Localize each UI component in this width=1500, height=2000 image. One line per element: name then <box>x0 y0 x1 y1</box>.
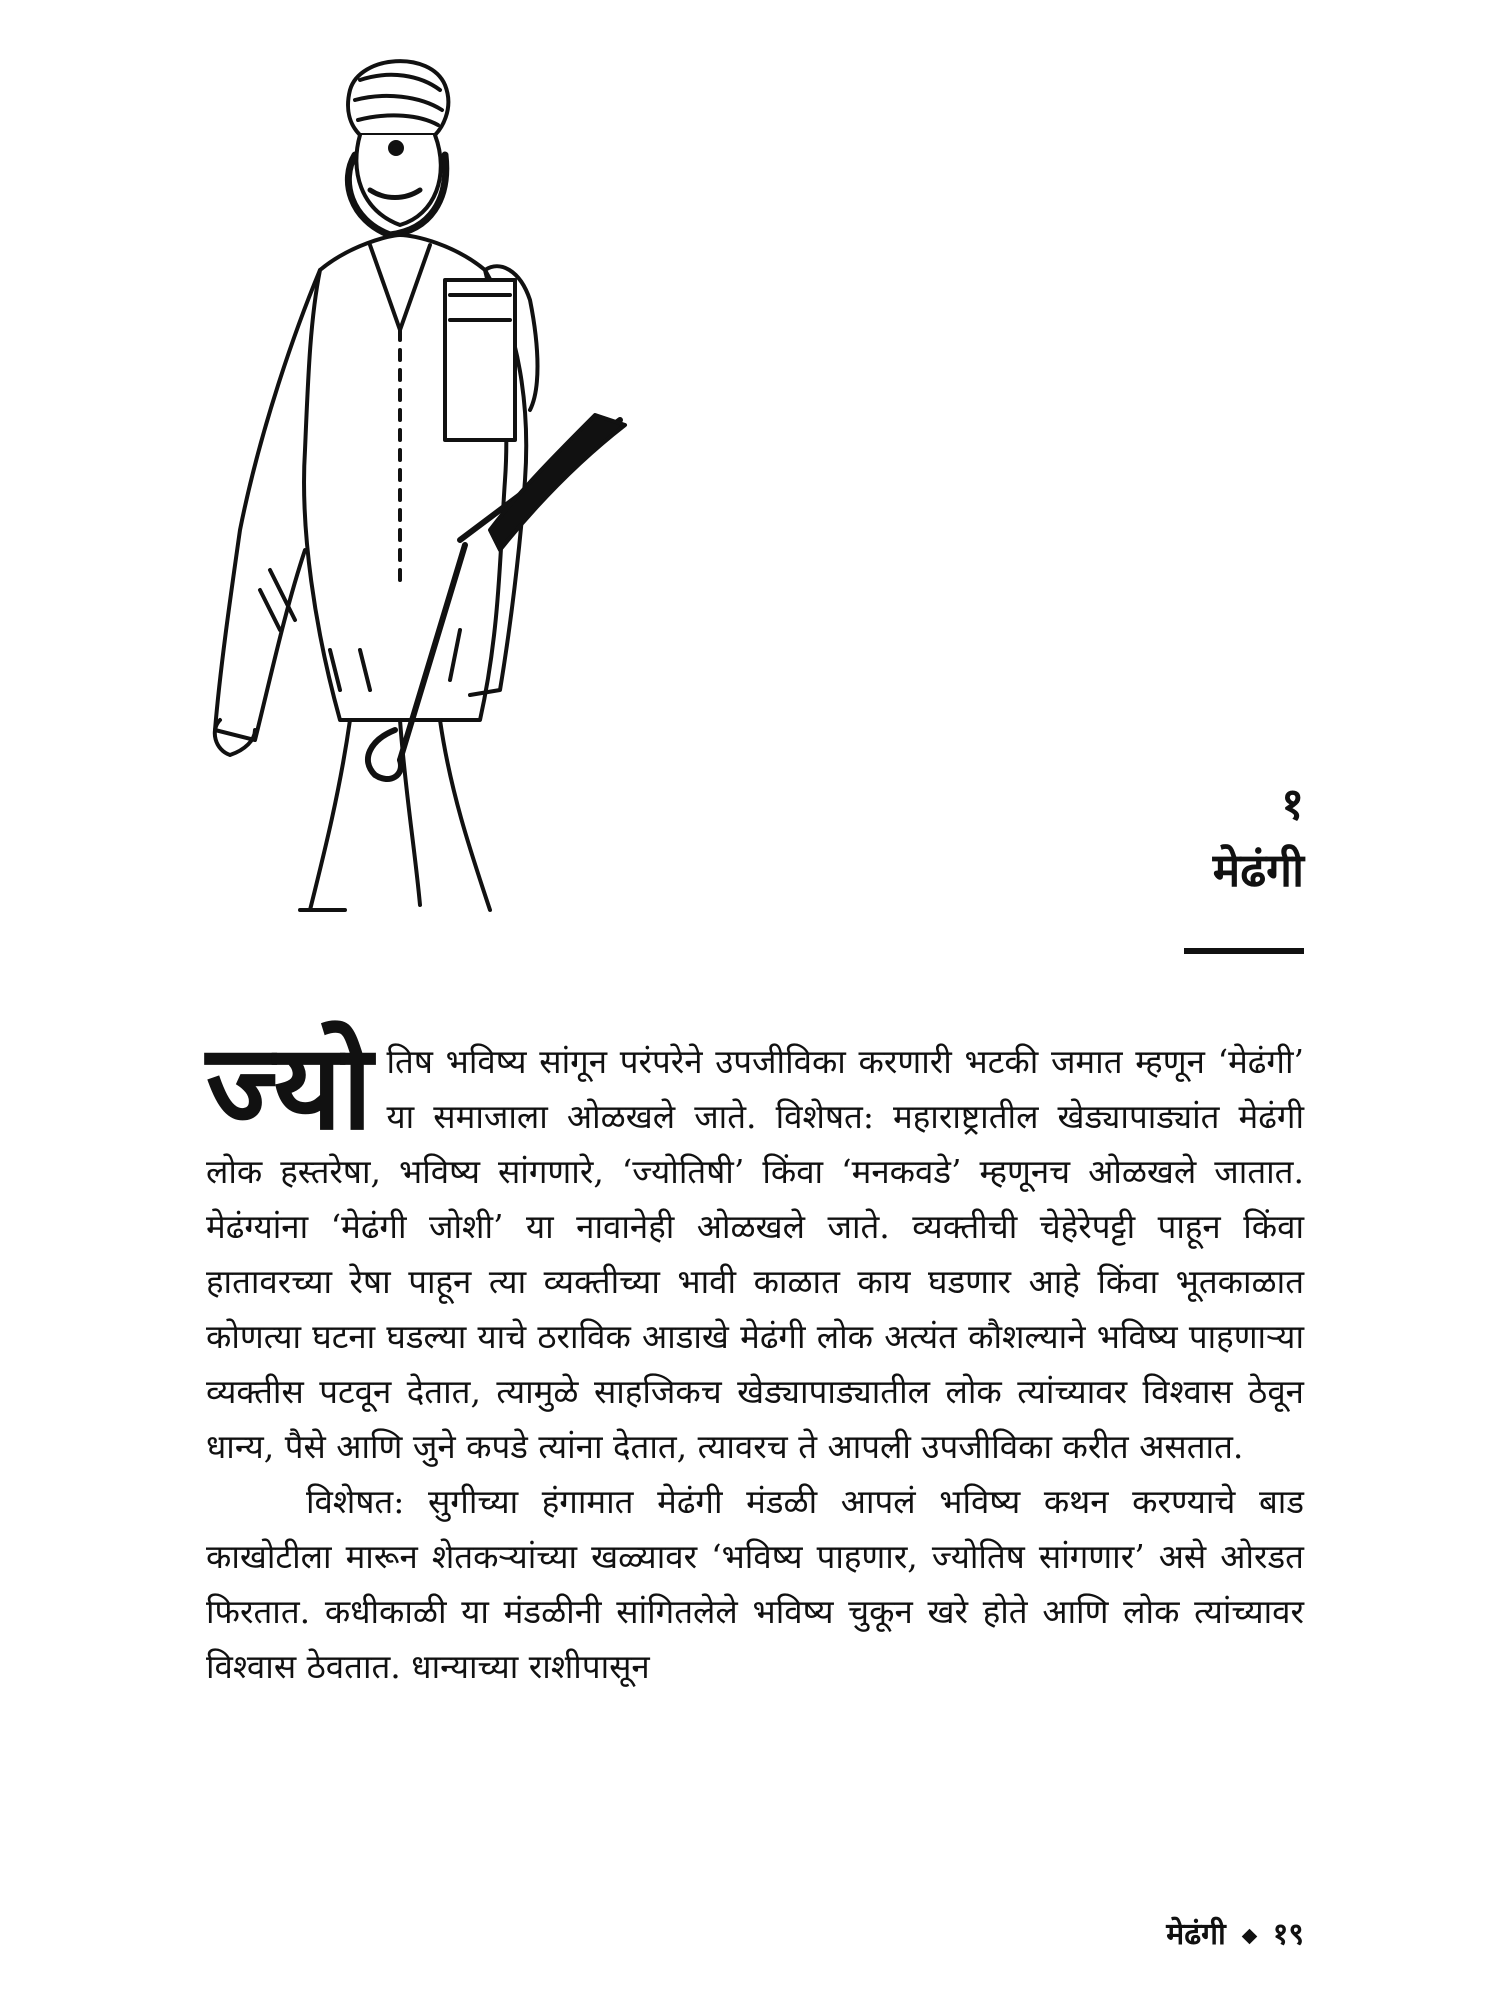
page-number: १९ <box>1272 1917 1304 1952</box>
drop-cap: ज्यो <box>206 1017 373 1156</box>
chapter-title: मेढंगी <box>1212 843 1304 897</box>
chapter-body <box>206 1017 1304 1694</box>
paragraph-1 <box>206 1017 1304 1474</box>
paragraph-1-text: तिष भविष्य सांगून परंपरेने उपजीविका करणारी भटकी जमात म्हणून ‘मेढंगी’ या समाजाला ओळखले जाते. विशेषत: महाराष्ट्रातील खेड्यापाड्यांत मेढंगी लोक हस्तरेषा, भविष्य सांगणारे, ‘ज्योतिषी’ किंवा ‘मनकवडे’ म्हणूनच ओळखले जातात. मेढंग्यांना ‘मेढंगी जोशी’ या नावानेही ओळखले जाते. व्यक्तीची चेहेरेपट्टी पाहून किंवा हातावरच्या रेषा पाहून त्या व्यक्तीच्या भावी काळात काय घडणार आहे किंवा भूतकाळात कोणत्या घटना घडल्या याचे ठराविक आडाखे मेढंगी लोक अत्यंत कौशल्याने भविष्य पाहणाऱ्या व्यक्तीस पटवून देतात, त्यामुळे साहजिकच खेड्यापाड्यातील लोक त्यांच्यावर विश्वास ठेवून धान्य, पैसे आणि जुने कपडे त्यांना देतात, त्यावरच ते आपली उपजीविका करीत असतात. <box>206 1042 1304 1466</box>
page-footer <box>1166 1912 1304 1953</box>
diamond-separator-icon <box>1242 1928 1258 1944</box>
title-rule <box>1184 948 1304 954</box>
paragraph-2: विशेषत: सुगीच्या हंगामात मेढंगी मंडळी आपलं भविष्य कथन करण्याचे बाड काखोटीला मारून शेतकऱ्यांच्या खळ्यावर ‘भविष्य पाहणार, ज्योतिष सांगणार’ असे ओरडत फिरतात. कधीकाळी या मंडळीनी सांगितलेले भविष्य चुकून खरे होते आणि लोक त्यांच्यावर विश्वास ठेवतात. धान्याच्या राशीपासून <box>206 1482 1304 1686</box>
chapter-number: १ <box>1281 779 1304 830</box>
running-title: मेढंगी <box>1166 1917 1226 1952</box>
fortune-teller-sketch-icon <box>200 30 630 950</box>
fortune-teller-illustration <box>200 30 630 950</box>
